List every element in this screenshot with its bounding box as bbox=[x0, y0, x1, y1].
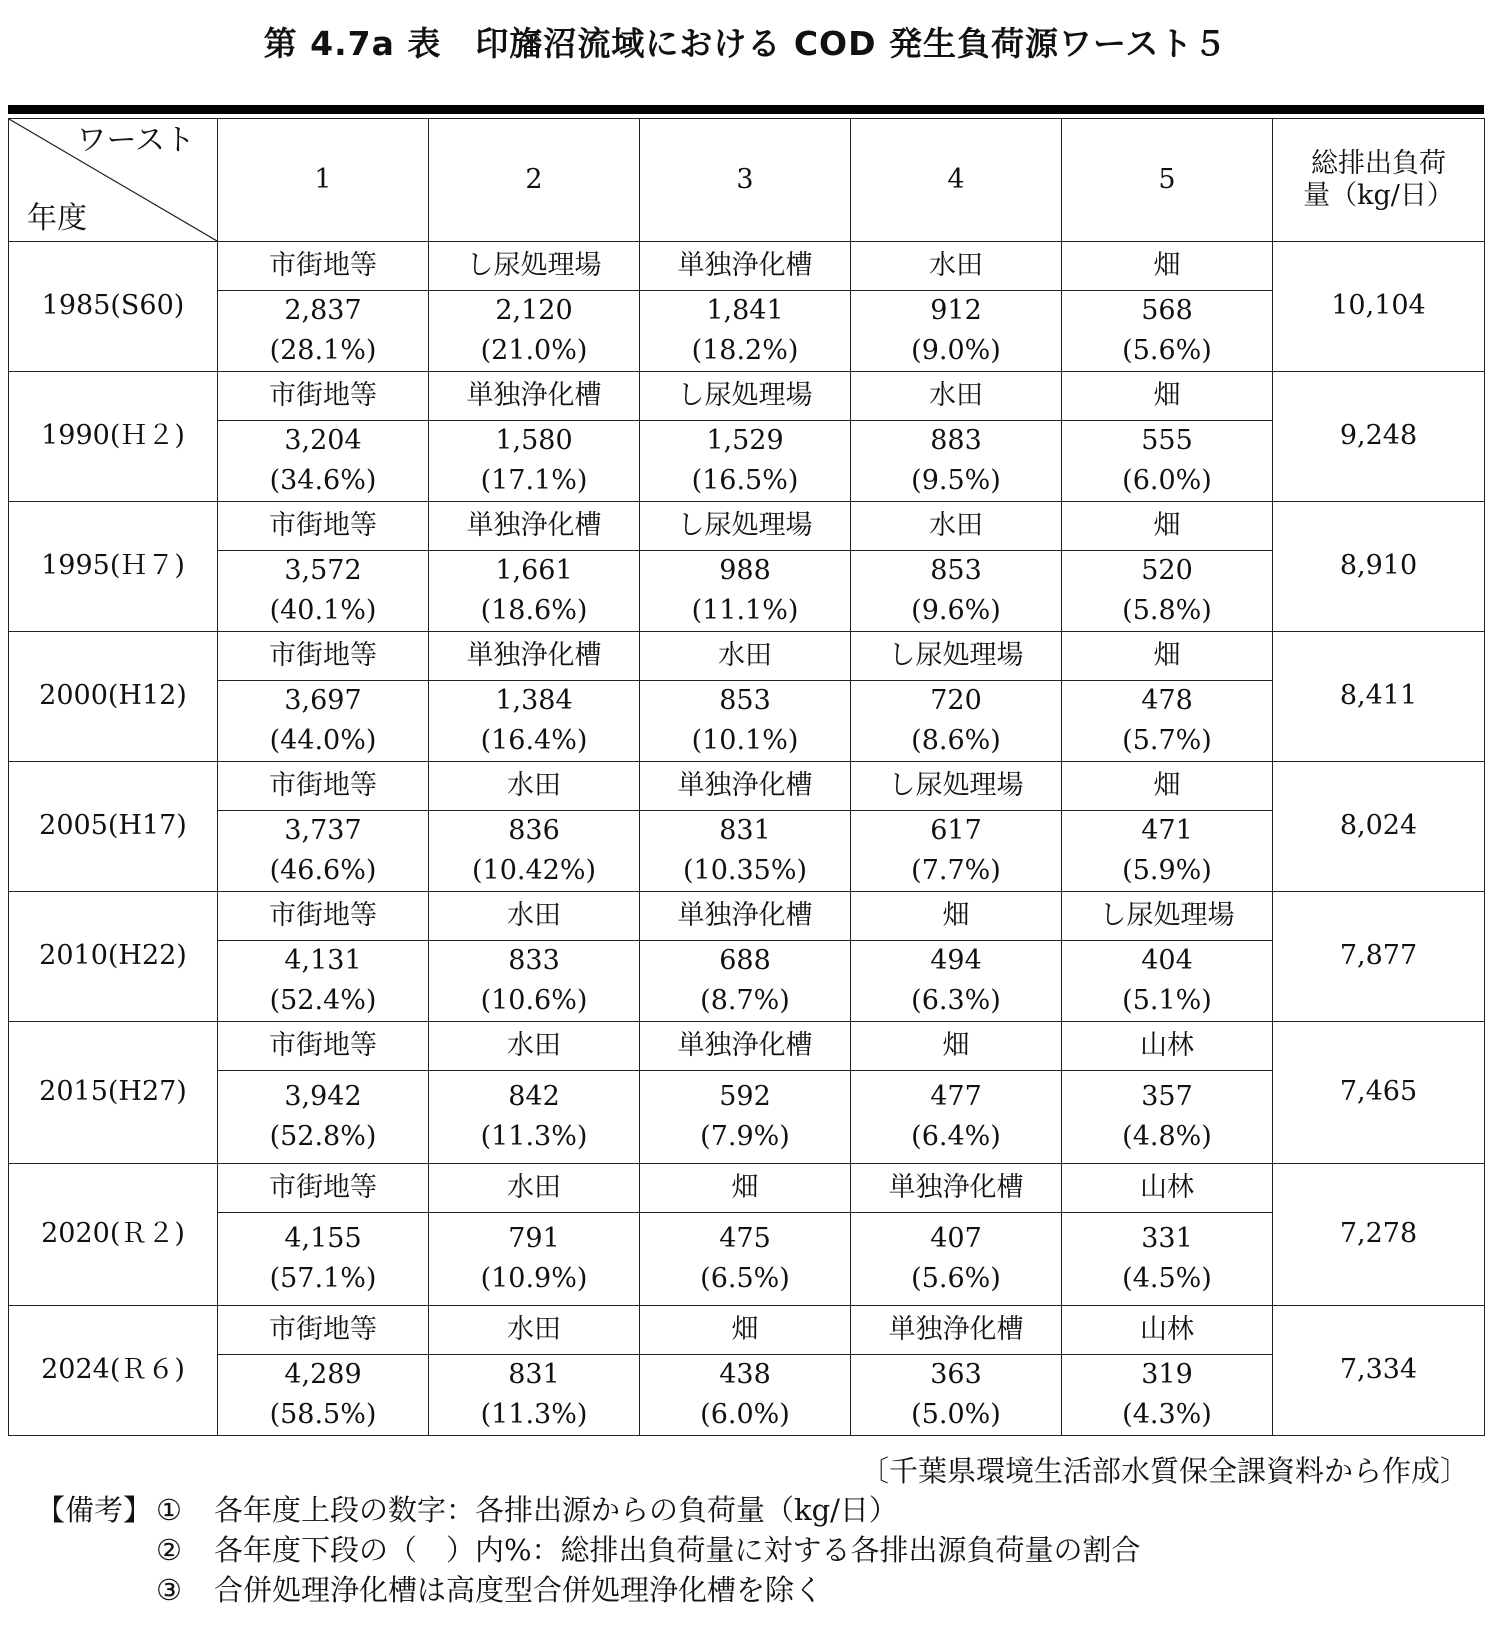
table-row-values bbox=[9, 421, 1485, 502]
source-cell: 単独浄化槽 bbox=[640, 242, 851, 291]
source-cell: 水田 bbox=[851, 372, 1062, 421]
value-cell bbox=[1062, 941, 1273, 1022]
load-percentage: (11.1%) bbox=[691, 595, 799, 626]
year-cell: 1995(Ｈ７) bbox=[9, 502, 218, 632]
load-value: 2,837 bbox=[284, 295, 362, 326]
source-cell: 単独浄化槽 bbox=[851, 1306, 1062, 1355]
value-cell bbox=[1062, 551, 1273, 632]
value-cell bbox=[429, 1355, 640, 1436]
load-value: 471 bbox=[1141, 815, 1193, 846]
source-cell: 市街地等 bbox=[218, 632, 429, 681]
load-value: 363 bbox=[930, 1359, 982, 1390]
value-cell bbox=[1062, 291, 1273, 372]
source-cell: 畑 bbox=[1062, 632, 1273, 681]
load-percentage: (6.4%) bbox=[911, 1121, 1001, 1152]
table-row-values bbox=[9, 551, 1485, 632]
load-value: 842 bbox=[508, 1081, 560, 1112]
total-load-cell: 8,910 bbox=[1273, 502, 1485, 632]
source-cell: 単独浄化槽 bbox=[429, 502, 640, 551]
load-percentage: (28.1%) bbox=[269, 335, 377, 366]
remark-2 bbox=[36, 1530, 1141, 1570]
header-row bbox=[9, 119, 1485, 242]
load-percentage: (10.6%) bbox=[480, 985, 588, 1016]
value-cell bbox=[640, 811, 851, 892]
table-row-sources bbox=[9, 632, 1485, 681]
load-percentage: (16.4%) bbox=[480, 725, 588, 756]
source-cell: 水田 bbox=[429, 762, 640, 811]
load-value: 617 bbox=[930, 815, 982, 846]
value-cell bbox=[429, 681, 640, 762]
source-cell: 水田 bbox=[429, 892, 640, 941]
table-row-sources bbox=[9, 502, 1485, 551]
total-load-header-line2: 量（kg/日） bbox=[1303, 180, 1454, 211]
load-percentage: (10.1%) bbox=[691, 725, 799, 756]
value-cell bbox=[218, 421, 429, 502]
rank-header-2: 2 bbox=[429, 119, 640, 242]
load-value: 1,580 bbox=[495, 425, 573, 456]
rank-header-3: 3 bbox=[640, 119, 851, 242]
load-percentage: (4.3%) bbox=[1122, 1399, 1212, 1430]
source-cell: 市街地等 bbox=[218, 1306, 429, 1355]
cod-worst5-table bbox=[8, 118, 1485, 1436]
source-cell: 水田 bbox=[851, 242, 1062, 291]
load-percentage: (18.6%) bbox=[480, 595, 588, 626]
value-cell bbox=[851, 1213, 1062, 1306]
load-percentage: (5.8%) bbox=[1122, 595, 1212, 626]
source-cell: し尿処理場 bbox=[640, 372, 851, 421]
total-load-header-line1: 総排出負荷 bbox=[1311, 147, 1446, 179]
load-percentage: (4.5%) bbox=[1122, 1263, 1212, 1294]
value-cell bbox=[218, 291, 429, 372]
load-value: 3,697 bbox=[284, 685, 362, 716]
value-cell bbox=[640, 291, 851, 372]
value-cell bbox=[1062, 1071, 1273, 1164]
load-percentage: (5.1%) bbox=[1122, 985, 1212, 1016]
load-value: 912 bbox=[930, 295, 982, 326]
load-value: 4,155 bbox=[284, 1223, 362, 1254]
source-cell: 山林 bbox=[1062, 1164, 1273, 1213]
remark-mark-2: ② bbox=[156, 1533, 182, 1567]
load-value: 836 bbox=[508, 815, 560, 846]
load-percentage: (7.9%) bbox=[700, 1121, 790, 1152]
load-value: 1,384 bbox=[495, 685, 573, 716]
load-percentage: (46.6%) bbox=[269, 855, 377, 886]
table-row-sources bbox=[9, 892, 1485, 941]
value-cell bbox=[218, 1355, 429, 1436]
value-cell bbox=[1062, 421, 1273, 502]
table-row-values bbox=[9, 291, 1485, 372]
load-value: 4,131 bbox=[284, 945, 362, 976]
value-cell bbox=[429, 421, 640, 502]
load-percentage: (10.35%) bbox=[682, 855, 808, 886]
value-cell bbox=[429, 941, 640, 1022]
remark-text-1: 各年度上段の数字：各排出源からの負荷量（kg/日） bbox=[214, 1493, 898, 1527]
load-percentage: (6.0%) bbox=[700, 1399, 790, 1430]
value-cell bbox=[851, 551, 1062, 632]
total-load-cell: 9,248 bbox=[1273, 372, 1485, 502]
total-load-cell: 7,334 bbox=[1273, 1306, 1485, 1436]
source-cell: 単独浄化槽 bbox=[640, 762, 851, 811]
load-value: 833 bbox=[508, 945, 560, 976]
table-row-values bbox=[9, 1355, 1485, 1436]
year-cell: 2010(H22) bbox=[9, 892, 218, 1022]
load-value: 720 bbox=[930, 685, 982, 716]
source-cell: し尿処理場 bbox=[851, 632, 1062, 681]
source-cell: し尿処理場 bbox=[1062, 892, 1273, 941]
value-cell bbox=[218, 1071, 429, 1164]
source-cell: 山林 bbox=[1062, 1022, 1273, 1071]
year-cell: 2015(H27) bbox=[9, 1022, 218, 1164]
load-percentage: (5.7%) bbox=[1122, 725, 1212, 756]
load-percentage: (11.3%) bbox=[480, 1399, 588, 1430]
load-value: 331 bbox=[1141, 1223, 1193, 1254]
load-percentage: (16.5%) bbox=[691, 465, 799, 496]
rank-header-5: 5 bbox=[1062, 119, 1273, 242]
load-value: 1,841 bbox=[706, 295, 784, 326]
load-value: 831 bbox=[719, 815, 771, 846]
load-value: 357 bbox=[1141, 1081, 1193, 1112]
value-cell bbox=[851, 681, 1062, 762]
table-row-values bbox=[9, 1071, 1485, 1164]
load-value: 883 bbox=[930, 425, 982, 456]
year-cell: 2000(H12) bbox=[9, 632, 218, 762]
table-row-sources bbox=[9, 762, 1485, 811]
value-cell bbox=[640, 941, 851, 1022]
load-percentage: (5.0%) bbox=[911, 1399, 1001, 1430]
table-row-values bbox=[9, 941, 1485, 1022]
source-cell: 畑 bbox=[851, 1022, 1062, 1071]
load-percentage: (9.5%) bbox=[911, 465, 1001, 496]
year-cell: 2024(Ｒ６) bbox=[9, 1306, 218, 1436]
source-cell: 畑 bbox=[640, 1306, 851, 1355]
rank-header-1: 1 bbox=[218, 119, 429, 242]
load-value: 555 bbox=[1141, 425, 1193, 456]
source-cell: 単独浄化槽 bbox=[640, 892, 851, 941]
source-cell: 畑 bbox=[640, 1164, 851, 1213]
rank-header-4: 4 bbox=[851, 119, 1062, 242]
load-value: 4,289 bbox=[284, 1359, 362, 1390]
load-value: 3,204 bbox=[284, 425, 362, 456]
load-percentage: (8.7%) bbox=[700, 985, 790, 1016]
value-cell bbox=[1062, 811, 1273, 892]
source-cell: 単独浄化槽 bbox=[851, 1164, 1062, 1213]
remark-text-2: 各年度下段の（ ）内%：総排出負荷量に対する各排出源負荷量の割合 bbox=[214, 1533, 1141, 1567]
value-cell bbox=[640, 421, 851, 502]
source-cell: 畑 bbox=[851, 892, 1062, 941]
load-percentage: (57.1%) bbox=[269, 1263, 377, 1294]
year-cell: 2005(H17) bbox=[9, 762, 218, 892]
source-cell: 水田 bbox=[429, 1022, 640, 1071]
load-percentage: (7.7%) bbox=[911, 855, 1001, 886]
value-cell bbox=[851, 1071, 1062, 1164]
source-cell: 単独浄化槽 bbox=[429, 632, 640, 681]
source-cell: 単独浄化槽 bbox=[429, 372, 640, 421]
source-cell: 市街地等 bbox=[218, 1022, 429, 1071]
value-cell bbox=[1062, 1355, 1273, 1436]
source-cell: 水田 bbox=[640, 632, 851, 681]
load-percentage: (17.1%) bbox=[480, 465, 588, 496]
value-cell bbox=[429, 1071, 640, 1164]
table-row-values bbox=[9, 811, 1485, 892]
load-percentage: (5.6%) bbox=[1122, 335, 1212, 366]
value-cell bbox=[851, 941, 1062, 1022]
load-percentage: (9.6%) bbox=[911, 595, 1001, 626]
load-value: 3,737 bbox=[284, 815, 362, 846]
remarks bbox=[36, 1490, 1141, 1610]
source-cell: 市街地等 bbox=[218, 502, 429, 551]
load-value: 791 bbox=[508, 1223, 560, 1254]
value-cell bbox=[640, 1355, 851, 1436]
source-cell: 市街地等 bbox=[218, 762, 429, 811]
load-percentage: (18.2%) bbox=[691, 335, 799, 366]
load-value: 1,661 bbox=[495, 555, 573, 586]
total-load-header bbox=[1273, 119, 1485, 242]
load-percentage: (9.0%) bbox=[911, 335, 1001, 366]
total-load-cell: 8,411 bbox=[1273, 632, 1485, 762]
source-cell: 畑 bbox=[1062, 372, 1273, 421]
total-load-cell: 10,104 bbox=[1273, 242, 1485, 372]
load-value: 407 bbox=[930, 1223, 982, 1254]
load-percentage: (8.6%) bbox=[911, 725, 1001, 756]
load-percentage: (5.9%) bbox=[1122, 855, 1212, 886]
source-cell: 水田 bbox=[851, 502, 1062, 551]
total-load-cell: 7,465 bbox=[1273, 1022, 1485, 1164]
source-cell: 単独浄化槽 bbox=[640, 1022, 851, 1071]
load-percentage: (44.0%) bbox=[269, 725, 377, 756]
table-row-values bbox=[9, 681, 1485, 762]
load-value: 988 bbox=[719, 555, 771, 586]
load-value: 3,942 bbox=[284, 1081, 362, 1112]
source-cell: し尿処理場 bbox=[851, 762, 1062, 811]
table-row-sources bbox=[9, 242, 1485, 291]
value-cell bbox=[640, 1071, 851, 1164]
value-cell bbox=[851, 421, 1062, 502]
remark-text-3: 合併処理浄化槽は高度型合併処理浄化槽を除く bbox=[214, 1573, 824, 1607]
load-percentage: (52.4%) bbox=[269, 985, 377, 1016]
load-percentage: (10.9%) bbox=[480, 1263, 588, 1294]
load-percentage: (6.0%) bbox=[1122, 465, 1212, 496]
load-value: 478 bbox=[1141, 685, 1193, 716]
table-row-values bbox=[9, 1213, 1485, 1306]
load-percentage: (52.8%) bbox=[269, 1121, 377, 1152]
total-load-cell: 7,877 bbox=[1273, 892, 1485, 1022]
value-cell bbox=[640, 681, 851, 762]
source-cell: 畑 bbox=[1062, 502, 1273, 551]
value-cell bbox=[429, 551, 640, 632]
load-value: 477 bbox=[930, 1081, 982, 1112]
value-cell bbox=[640, 1213, 851, 1306]
corner-header-cell bbox=[9, 119, 218, 242]
load-percentage: (21.0%) bbox=[480, 335, 588, 366]
load-value: 1,529 bbox=[706, 425, 784, 456]
remark-1 bbox=[36, 1490, 1141, 1530]
value-cell bbox=[429, 291, 640, 372]
load-value: 319 bbox=[1141, 1359, 1193, 1390]
remark-mark-1: ① bbox=[156, 1493, 182, 1527]
load-percentage: (4.8%) bbox=[1122, 1121, 1212, 1152]
load-percentage: (34.6%) bbox=[269, 465, 377, 496]
source-cell: 市街地等 bbox=[218, 372, 429, 421]
load-value: 494 bbox=[930, 945, 982, 976]
load-value: 475 bbox=[719, 1223, 771, 1254]
table-top-rule bbox=[8, 105, 1484, 114]
source-cell: し尿処理場 bbox=[640, 502, 851, 551]
source-cell: 市街地等 bbox=[218, 242, 429, 291]
value-cell bbox=[218, 941, 429, 1022]
source-cell: 畑 bbox=[1062, 762, 1273, 811]
value-cell bbox=[429, 811, 640, 892]
source-note: 〔千葉県環境生活部水質保全課資料から作成〕 bbox=[859, 1454, 1469, 1488]
load-value: 592 bbox=[719, 1081, 771, 1112]
load-percentage: (40.1%) bbox=[269, 595, 377, 626]
year-cell: 1985(S60) bbox=[9, 242, 218, 372]
remark-mark-3: ③ bbox=[156, 1573, 182, 1607]
value-cell bbox=[218, 681, 429, 762]
year-cell: 2020(Ｒ２) bbox=[9, 1164, 218, 1306]
value-cell bbox=[640, 551, 851, 632]
table-row-sources bbox=[9, 372, 1485, 421]
corner-label-year: 年度 bbox=[27, 201, 87, 236]
year-cell: 1990(Ｈ２) bbox=[9, 372, 218, 502]
value-cell bbox=[218, 551, 429, 632]
load-value: 568 bbox=[1141, 295, 1193, 326]
source-cell: 市街地等 bbox=[218, 892, 429, 941]
load-value: 438 bbox=[719, 1359, 771, 1390]
load-value: 3,572 bbox=[284, 555, 362, 586]
table-row-sources bbox=[9, 1022, 1485, 1071]
value-cell bbox=[851, 1355, 1062, 1436]
load-value: 404 bbox=[1141, 945, 1193, 976]
value-cell bbox=[1062, 1213, 1273, 1306]
total-load-cell: 7,278 bbox=[1273, 1164, 1485, 1306]
load-value: 831 bbox=[508, 1359, 560, 1390]
load-value: 853 bbox=[930, 555, 982, 586]
load-percentage: (6.5%) bbox=[700, 1263, 790, 1294]
load-value: 688 bbox=[719, 945, 771, 976]
source-cell: 畑 bbox=[1062, 242, 1273, 291]
value-cell bbox=[218, 1213, 429, 1306]
load-value: 2,120 bbox=[495, 295, 573, 326]
source-cell: 山林 bbox=[1062, 1306, 1273, 1355]
source-cell: し尿処理場 bbox=[429, 242, 640, 291]
load-value: 853 bbox=[719, 685, 771, 716]
load-percentage: (10.42%) bbox=[471, 855, 597, 886]
value-cell bbox=[1062, 681, 1273, 762]
load-percentage: (11.3%) bbox=[480, 1121, 588, 1152]
load-value: 520 bbox=[1141, 555, 1193, 586]
source-cell: 水田 bbox=[429, 1306, 640, 1355]
value-cell bbox=[218, 811, 429, 892]
total-load-cell: 8,024 bbox=[1273, 762, 1485, 892]
value-cell bbox=[851, 291, 1062, 372]
value-cell bbox=[429, 1213, 640, 1306]
corner-label-worst: ワースト bbox=[76, 123, 195, 158]
table-row-sources bbox=[9, 1306, 1485, 1355]
load-percentage: (6.3%) bbox=[911, 985, 1001, 1016]
source-cell: 水田 bbox=[429, 1164, 640, 1213]
table-row-sources bbox=[9, 1164, 1485, 1213]
load-percentage: (58.5%) bbox=[269, 1399, 377, 1430]
page-title: 第 4.7a 表 印旛沼流域における COD 発生負荷源ワースト５ bbox=[263, 24, 1228, 63]
value-cell bbox=[851, 811, 1062, 892]
source-cell: 市街地等 bbox=[218, 1164, 429, 1213]
remarks-label: 【備考】 bbox=[36, 1493, 153, 1527]
load-percentage: (5.6%) bbox=[911, 1263, 1001, 1294]
remark-3 bbox=[36, 1570, 1141, 1610]
